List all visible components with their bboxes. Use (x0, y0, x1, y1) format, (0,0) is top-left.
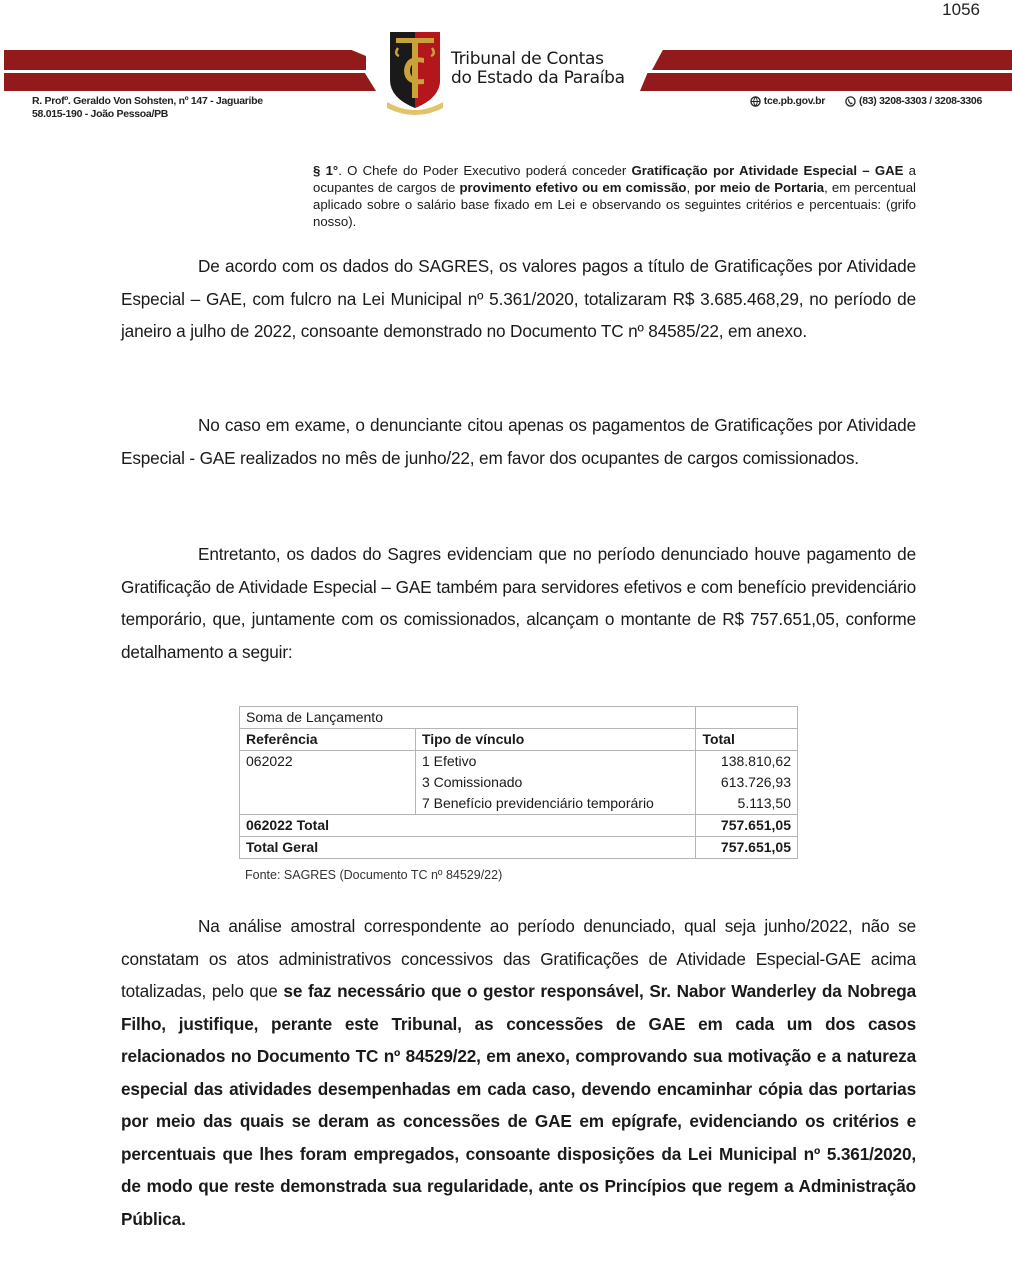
subtotal-value-text: 757.651,05 (720, 817, 791, 833)
whatsapp-icon (845, 96, 856, 107)
subtotal-label (240, 815, 696, 837)
quote-bold-text: Gratificação por Atividade Especial – GAE (631, 163, 904, 178)
header-referencia (240, 729, 416, 751)
quote-bold-text: provimento efetivo ou em comissão (459, 180, 687, 195)
quote-paragraph-marker: § 1° (313, 163, 339, 178)
table-row (240, 751, 798, 773)
address-line1: R. Profº. Geraldo Von Sohsten, nº 147 - Jaguaribe (32, 95, 263, 107)
table-caption-row (240, 707, 798, 729)
cell-referencia-empty (240, 772, 416, 793)
page-number: 1056 (942, 0, 980, 19)
globe-icon (750, 96, 761, 107)
header-label: Tipo de vínculo (421, 731, 525, 747)
quote-text: . O Chefe do Poder Executivo poderá conceder (338, 163, 632, 178)
subtotal-label-text: 062022 Total (246, 817, 330, 833)
header-tipo-vinculo (415, 729, 696, 751)
table-row (240, 793, 798, 815)
cell-referencia-empty (240, 793, 416, 815)
cell-total: 5.113,50 (696, 793, 798, 815)
paragraph-sagres-data: Entretanto, os dados do Sagres evidenciam que no período denunciado houve pagamento de Gratificação de Atividade Especial – GAE também para servidores efetivos e com benefício previdenciário temporário, que, juntamente com os comissionados, alcançam o montante de R$ 757.651,05, conforme detalhamento a seguir: (121, 544, 916, 662)
table-grand-total-row (240, 837, 798, 859)
grand-total-label-text: Total Geral (246, 839, 319, 855)
cell-referencia: 062022 (240, 751, 416, 773)
subtotal-value (696, 815, 798, 837)
quote-text: a ocupantes de cargos de (313, 163, 917, 195)
address (32, 95, 263, 121)
conclusion-bold-text: se faz necessário que o gestor responsável, Sr. Nabor Wanderley da Nobrega Filho, justifique, perante este Tribunal, as concessões de GAE em cada um dos casos relacionados no Documento TC nº 84529/22, em anexo, comprovando sua motivação e a natureza especial das atividades desempenhadas em cada caso, devendo encaminhar cópia das portarias por meio das quais se deram as concessões de GAE em epígrafe, evidenciando os critérios e percentuais que lhes foram empregados, consoante disposições da Lei Municipal nº 5.361/2020, de modo que reste demonstrada sua regularidade, ante os Princípios que regem a Administração Pública. (121, 981, 916, 1229)
header-bar-right-top (652, 50, 1012, 70)
grand-total-value (696, 837, 798, 859)
gae-payments-table (239, 706, 798, 859)
table-header-row (240, 729, 798, 751)
cell-tipo: 1 Efetivo (415, 751, 696, 773)
conclusion-text: Na análise amostral correspondente ao período denunciado, qual seja junho/2022, não se constatam os atos administrativos concessivos das Gratificações de Atividade Especial-GAE acima totalizadas, pelo que (121, 916, 916, 1001)
grand-total-value-text: 757.651,05 (720, 839, 791, 855)
org-name-line1: Tribunal de Contas (451, 49, 604, 69)
quote-text: , em percentual aplicado sobre o salário base fixado em Lei e observando os seguintes critérios e percentuais: (grifo nosso). (313, 180, 916, 229)
header-label: Referência (246, 731, 318, 747)
table-source: Fonte: SAGRES (Documento TC nº 84529/22) (245, 868, 503, 882)
paragraph-conclusion (121, 910, 916, 1235)
law-quote (313, 162, 916, 230)
phone-text: (83) 3208-3303 / 3208-3306 (859, 95, 982, 107)
website-text[interactable]: tce.pb.gov.br (763, 95, 826, 107)
cell-tipo: 7 Benefício previdenciário temporário (415, 793, 696, 815)
header-label: Total (702, 731, 735, 747)
contacts (750, 95, 982, 107)
org-name (451, 50, 625, 88)
quote-text: , (686, 180, 695, 195)
header-total (696, 729, 798, 751)
paragraph-gae-total: De acordo com os dados do SAGRES, os valores pagos a título de Gratificações por Atividade Especial – GAE, com fulcro na Lei Municipal nº 5.361/2020, totalizaram R$ 3.685.468,29, no período de janeiro a julho de 2022, consoante demonstrado no Documento TC nº 84585/22, em anexo. (121, 256, 916, 341)
quote-bold-text: por meio de Portaria (694, 180, 825, 195)
header-bar-right-bottom (640, 73, 1012, 91)
paragraph-complaint: No caso em exame, o denunciante citou apenas os pagamentos de Gratificações por Atividade Especial - GAE realizados no mês de junho/22, em favor dos ocupantes de cargos comissionados. (121, 415, 916, 468)
table-caption: Soma de Lançamento (240, 707, 696, 729)
address-line2: 58.015-190 - João Pessoa/PB (32, 108, 169, 120)
cell-tipo: 3 Comissionado (415, 772, 696, 793)
tce-shield-logo-icon (384, 28, 446, 120)
table-caption-empty (696, 707, 798, 729)
header-bar-left-top (4, 50, 366, 70)
website-contact (750, 95, 825, 107)
header-bar-left-bottom (4, 73, 376, 91)
phone-contact (845, 95, 982, 107)
table-subtotal-row (240, 815, 798, 837)
table-row (240, 772, 798, 793)
grand-total-label (240, 837, 696, 859)
cell-total: 138.810,62 (696, 751, 798, 773)
org-name-line2: do Estado da Paraíba (451, 68, 625, 88)
cell-total: 613.726,93 (696, 772, 798, 793)
